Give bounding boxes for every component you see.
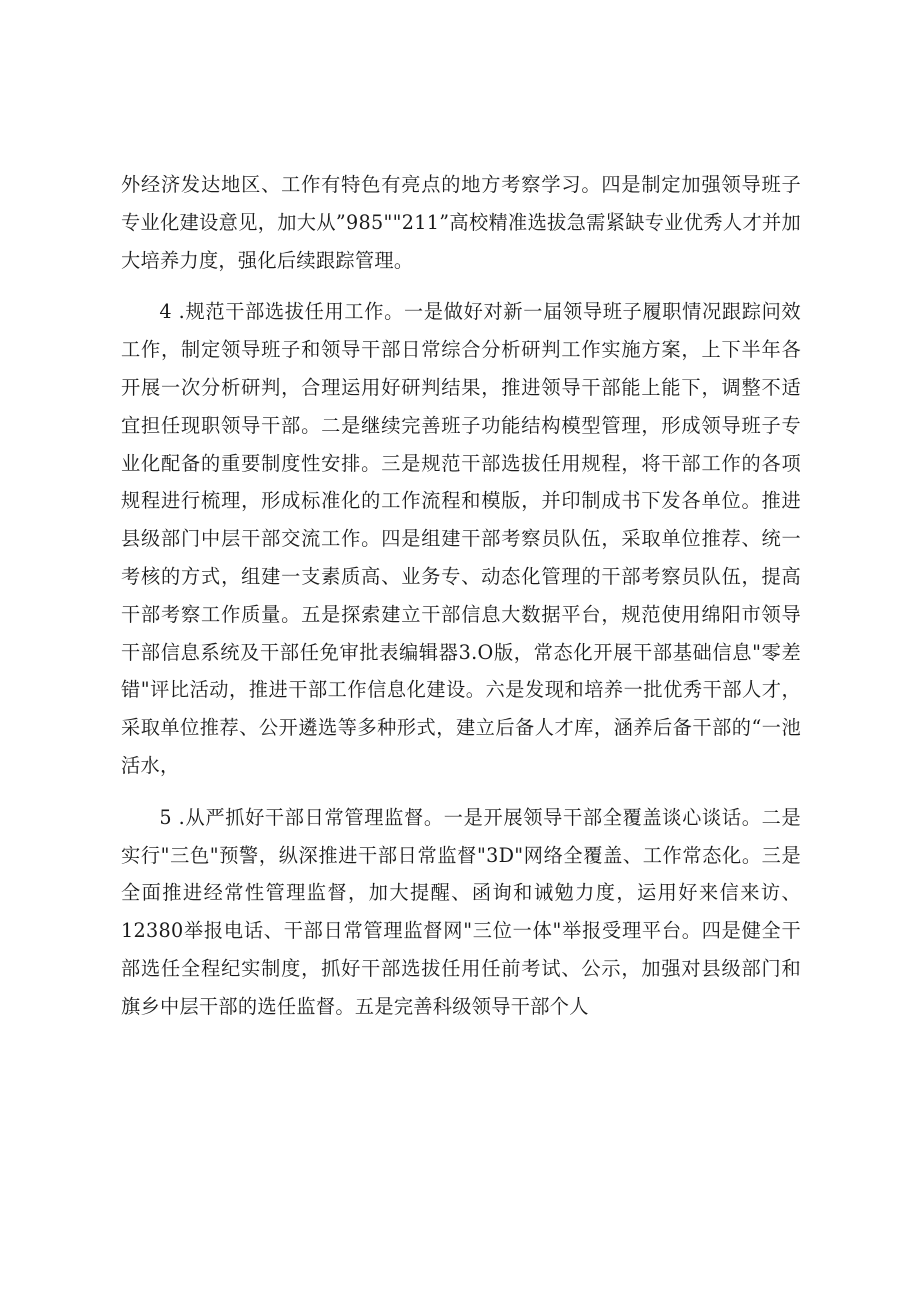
paragraph-section-5: 5 .从严抓好干部日常管理监督。一是开展领导干部全覆盖谈心谈话。二是实行"三色"预警，纵深推进干部日常监督"3D"网络全覆盖、工作常态化。三是全面推进经常性管理监督，加大提醒、函询和诫勉力度，运用好来信来访、12380举报电话、干部日常管理监督网"三位一体"举报受理平台。四是健全干部选任全程纪实制度，抓好干部选拔任用任前考试、公示，加强对县级部门和旗乡中层干部的选任监督。五是完善科级领导干部个人 bbox=[121, 805, 801, 1018]
document-body bbox=[121, 166, 801, 1026]
paragraph-spacer bbox=[121, 279, 801, 293]
paragraph-spacer bbox=[121, 785, 801, 799]
paragraph-continuation: 外经济发达地区、工作有特色有亮点的地方考察学习。四是制定加强领导班子专业化建设意见，加大从”985""211”高校精准选拔急需紧缺专业优秀人才并加大培养力度，强化后续跟踪管理。 bbox=[121, 173, 801, 272]
paragraph-section-4: 4 .规范干部选拔任用工作。一是做好对新一届领导班子履职情况跟踪问效工作，制定领导班子和领导干部日常综合分析研判工作实施方案，上下半年各开展一次分析研判，合理运用好研判结果，推进领导干部能上能下，调整不适宜担任现职领导干部。二是继续完善班子功能结构模型管理，形成领导班子专业化配备的重要制度性安排。三是规范干部选拔任用规程，将干部工作的各项规程进行梳理，形成标准化的工作流程和模版，并印制成书下发各单位。推进县级部门中层干部交流工作。四是组建干部考察员队伍，采取单位推荐、统一考核的方式，组建一支素质高、业务专、动态化管理的干部考察员队伍，提高干部考察工作质量。五是探索建立干部信息大数据平台，规范使用绵阳市领导干部信息系统及干部任免审批表编辑器3.O版，常态化开展干部基础信息"零差错"评比活动，推进干部工作信息化建设。六是发现和培养一批优秀干部人才，采取单位推荐、公开遴选等多种形式，建立后备人才库，涵养后备干部的“一池活水， bbox=[121, 300, 801, 777]
